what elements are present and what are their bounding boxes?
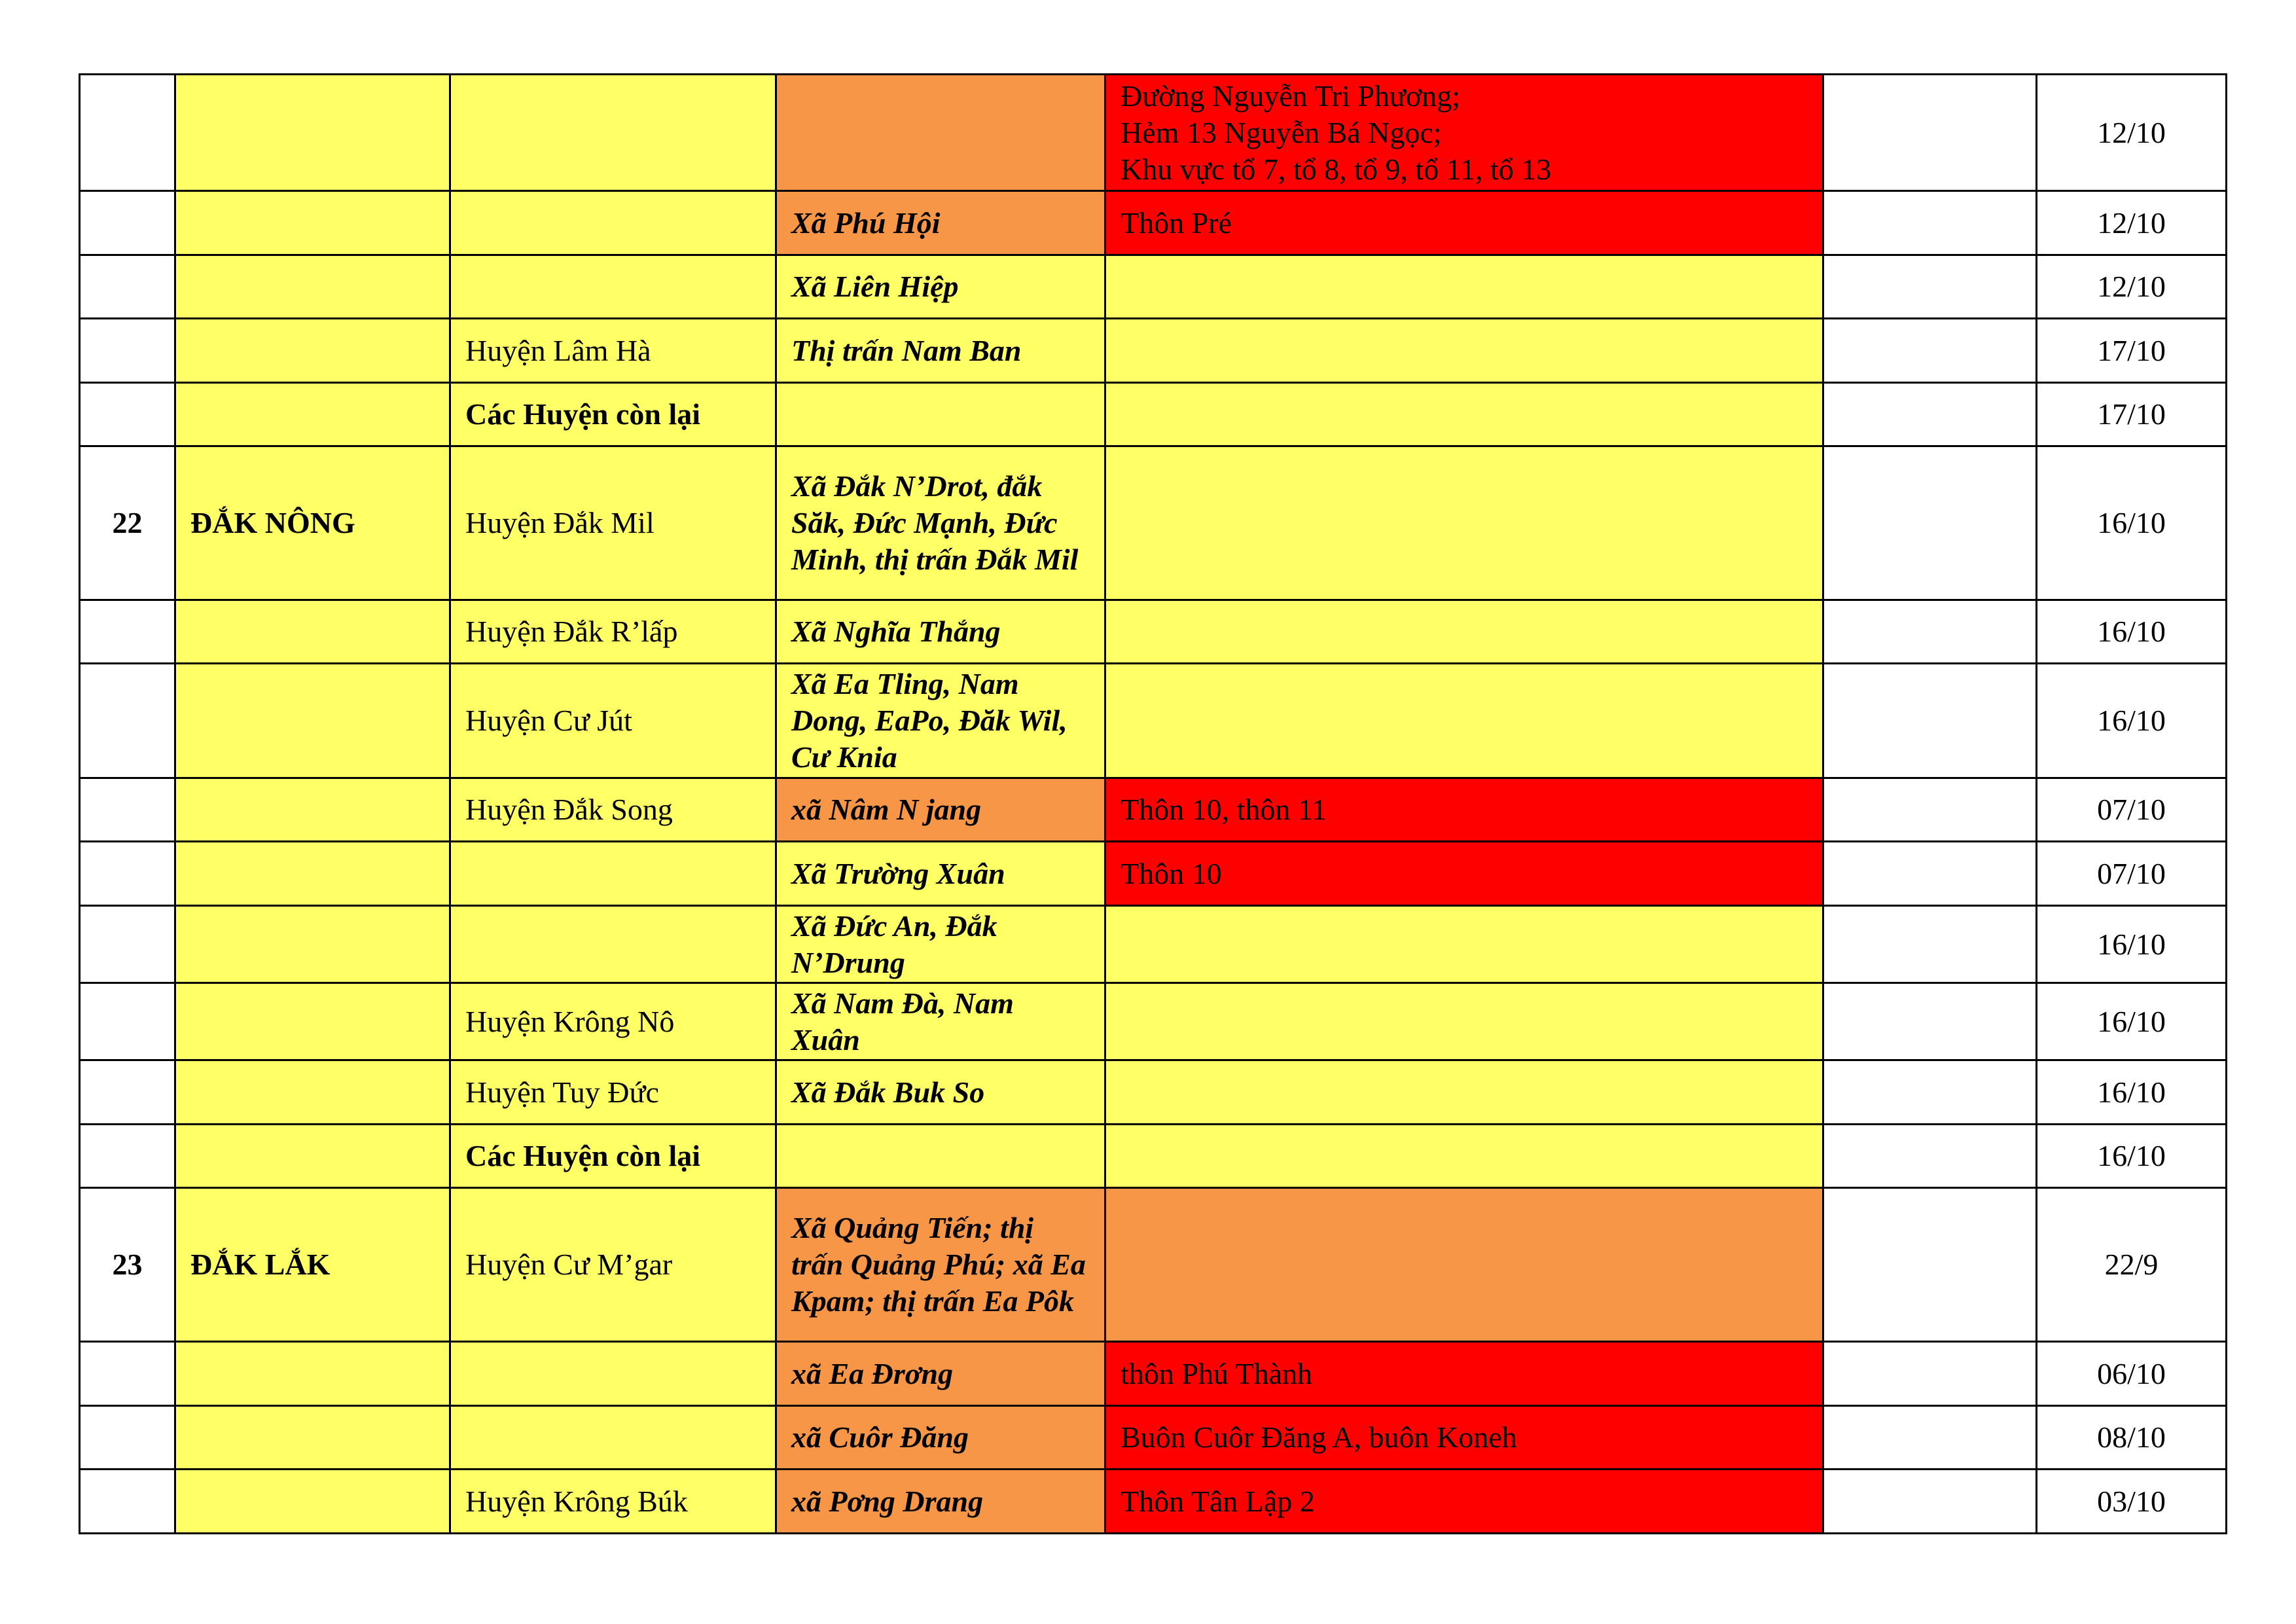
province-cell	[175, 1060, 450, 1125]
stt-cell: 23	[80, 1188, 175, 1342]
stt-cell	[80, 1125, 175, 1188]
table-row	[80, 383, 2227, 446]
province-cell: ĐẮK LẮK	[175, 1188, 450, 1342]
date-cell: 17/10	[2037, 319, 2227, 383]
date-cell: 22/9	[2037, 1188, 2227, 1342]
table-row	[80, 75, 2227, 191]
blank-cell	[1823, 1060, 2037, 1125]
district-cell: Huyện Cư M’gar	[450, 1188, 776, 1342]
district-cell: Huyện Đắk Mil	[450, 446, 776, 600]
stt-cell	[80, 383, 175, 446]
province-cell	[175, 600, 450, 664]
province-cell	[175, 1125, 450, 1188]
commune-cell: Thị trấn Nam Ban	[776, 319, 1105, 383]
blank-cell	[1823, 255, 2037, 319]
district-cell: Các Huyện còn lại	[450, 383, 776, 446]
commune-cell: xã Nâm N jang	[776, 778, 1105, 842]
commune-cell	[776, 1125, 1105, 1188]
district-cell	[450, 842, 776, 906]
stt-cell	[80, 1342, 175, 1406]
date-cell: 16/10	[2037, 600, 2227, 664]
blank-cell	[1823, 446, 2037, 600]
province-cell	[175, 383, 450, 446]
commune-cell: Xã Đắk Buk So	[776, 1060, 1105, 1125]
date-cell: 06/10	[2037, 1342, 2227, 1406]
blank-cell	[1823, 600, 2037, 664]
area-line: Thôn Tân Lập 2	[1121, 1484, 1315, 1518]
area-cell	[1105, 319, 1823, 383]
date-cell: 16/10	[2037, 983, 2227, 1060]
table-row	[80, 255, 2227, 319]
area-cell	[1105, 1060, 1823, 1125]
table-body	[80, 75, 2227, 1534]
province-cell	[175, 664, 450, 778]
commune-cell: Xã Phú Hội	[776, 191, 1105, 255]
date-cell: 17/10	[2037, 383, 2227, 446]
district-cell	[450, 255, 776, 319]
commune-cell: xã Pơng Drang	[776, 1470, 1105, 1534]
area-cell	[1105, 1406, 1823, 1470]
commune-cell: Xã Trường Xuân	[776, 842, 1105, 906]
commune-cell: Xã Liên Hiệp	[776, 255, 1105, 319]
commune-cell: Xã Nam Đà, Nam Xuân	[776, 983, 1105, 1060]
area-cell	[1105, 664, 1823, 778]
blank-cell	[1823, 1188, 2037, 1342]
commune-cell: xã Cuôr Đăng	[776, 1406, 1105, 1470]
blank-cell	[1823, 842, 2037, 906]
district-cell	[450, 75, 776, 191]
province-cell	[175, 75, 450, 191]
table-row	[80, 446, 2227, 600]
area-cell	[1105, 446, 1823, 600]
table-row	[80, 191, 2227, 255]
district-cell	[450, 1406, 776, 1470]
province-cell: ĐẮK NÔNG	[175, 446, 450, 600]
blank-cell	[1823, 1342, 2037, 1406]
blank-cell	[1823, 664, 2037, 778]
table-row	[80, 319, 2227, 383]
area-line: Đường Nguyễn Tri Phương;	[1121, 79, 1460, 113]
date-cell: 16/10	[2037, 906, 2227, 983]
date-cell: 16/10	[2037, 1125, 2227, 1188]
stt-cell: 22	[80, 446, 175, 600]
stt-cell	[80, 1060, 175, 1125]
stt-cell	[80, 255, 175, 319]
area-line: Thôn Pré	[1121, 206, 1232, 240]
blank-cell	[1823, 319, 2037, 383]
province-cell	[175, 1470, 450, 1534]
area-cell	[1105, 1470, 1823, 1534]
table-row	[80, 906, 2227, 983]
commune-cell	[776, 75, 1105, 191]
stt-cell	[80, 1406, 175, 1470]
stt-cell	[80, 600, 175, 664]
district-cell: Huyện Đắk Song	[450, 778, 776, 842]
blank-cell	[1823, 383, 2037, 446]
area-cell	[1105, 191, 1823, 255]
province-cell	[175, 1406, 450, 1470]
area-line: Buôn Cuôr Đăng A, buôn Koneh	[1121, 1420, 1517, 1454]
date-cell: 12/10	[2037, 255, 2227, 319]
area-line: Thôn 10	[1121, 856, 1222, 890]
blank-cell	[1823, 1406, 2037, 1470]
stt-cell	[80, 1470, 175, 1534]
stt-cell	[80, 983, 175, 1060]
blank-cell	[1823, 191, 2037, 255]
stt-cell	[80, 906, 175, 983]
district-cell	[450, 191, 776, 255]
stt-cell	[80, 778, 175, 842]
commune-cell: Xã Nghĩa Thắng	[776, 600, 1105, 664]
commune-cell: Xã Đắk N’Drot, đắk Săk, Đức Mạnh, Đức Minh, thị trấn Đắk Mil	[776, 446, 1105, 600]
district-cell: Huyện Krông Búk	[450, 1470, 776, 1534]
area-cell	[1105, 383, 1823, 446]
date-cell: 07/10	[2037, 778, 2227, 842]
blank-cell	[1823, 906, 2037, 983]
commune-cell: Xã Đức An, Đắk N’Drung	[776, 906, 1105, 983]
date-cell: 12/10	[2037, 191, 2227, 255]
stt-cell	[80, 191, 175, 255]
area-line: thôn Phú Thành	[1121, 1356, 1313, 1390]
area-cell	[1105, 255, 1823, 319]
area-line: Khu vực tổ 7, tổ 8, tổ 9, tổ 11, tổ 13	[1121, 152, 1552, 186]
table-row	[80, 842, 2227, 906]
blank-cell	[1823, 75, 2037, 191]
table-row	[80, 664, 2227, 778]
district-cell: Huyện Đắk R’lấp	[450, 600, 776, 664]
province-cell	[175, 191, 450, 255]
blank-cell	[1823, 983, 2037, 1060]
area-cell	[1105, 600, 1823, 664]
area-cell	[1105, 842, 1823, 906]
commune-cell	[776, 383, 1105, 446]
stt-cell	[80, 319, 175, 383]
district-cell	[450, 1342, 776, 1406]
blank-cell	[1823, 778, 2037, 842]
province-cell	[175, 778, 450, 842]
district-cell: Huyện Krông Nô	[450, 983, 776, 1060]
province-cell	[175, 983, 450, 1060]
table-row	[80, 600, 2227, 664]
date-cell: 12/10	[2037, 75, 2227, 191]
table-row	[80, 1060, 2227, 1125]
area-cell	[1105, 778, 1823, 842]
commune-cell: xã Ea Đrơng	[776, 1342, 1105, 1406]
district-cell	[450, 906, 776, 983]
date-cell: 16/10	[2037, 664, 2227, 778]
date-cell: 03/10	[2037, 1470, 2227, 1534]
district-cell: Huyện Cư Jút	[450, 664, 776, 778]
table-row	[80, 1125, 2227, 1188]
table-row	[80, 1188, 2227, 1342]
province-cell	[175, 1342, 450, 1406]
table-row	[80, 1470, 2227, 1534]
table-row	[80, 983, 2227, 1060]
stt-cell	[80, 842, 175, 906]
date-cell: 16/10	[2037, 1060, 2227, 1125]
date-cell: 07/10	[2037, 842, 2227, 906]
table-row	[80, 778, 2227, 842]
stt-cell	[80, 75, 175, 191]
commune-cell: Xã Ea Tling, Nam Dong, EaPo, Đăk Wil, Cư Knia	[776, 664, 1105, 778]
province-cell	[175, 255, 450, 319]
table-row	[80, 1406, 2227, 1470]
blank-cell	[1823, 1470, 2037, 1534]
area-cell	[1105, 1125, 1823, 1188]
blank-cell	[1823, 1125, 2037, 1188]
stt-cell	[80, 664, 175, 778]
area-cell	[1105, 983, 1823, 1060]
commune-cell: Xã Quảng Tiến; thị trấn Quảng Phú; xã Ea Kpam; thị trấn Ea Pôk	[776, 1188, 1105, 1342]
date-cell: 08/10	[2037, 1406, 2227, 1470]
district-cell: Các Huyện còn lại	[450, 1125, 776, 1188]
area-line: Hẻm 13 Nguyễn Bá Ngọc;	[1121, 115, 1442, 149]
province-cell	[175, 319, 450, 383]
province-cell	[175, 842, 450, 906]
district-cell: Huyện Tuy Đức	[450, 1060, 776, 1125]
district-cell: Huyện Lâm Hà	[450, 319, 776, 383]
covid-area-table	[79, 73, 2227, 1534]
date-cell: 16/10	[2037, 446, 2227, 600]
area-line: Thôn 10, thôn 11	[1121, 793, 1327, 826]
area-cell	[1105, 75, 1823, 191]
province-cell	[175, 906, 450, 983]
area-cell	[1105, 906, 1823, 983]
area-cell	[1105, 1188, 1823, 1342]
area-cell	[1105, 1342, 1823, 1406]
table-row	[80, 1342, 2227, 1406]
